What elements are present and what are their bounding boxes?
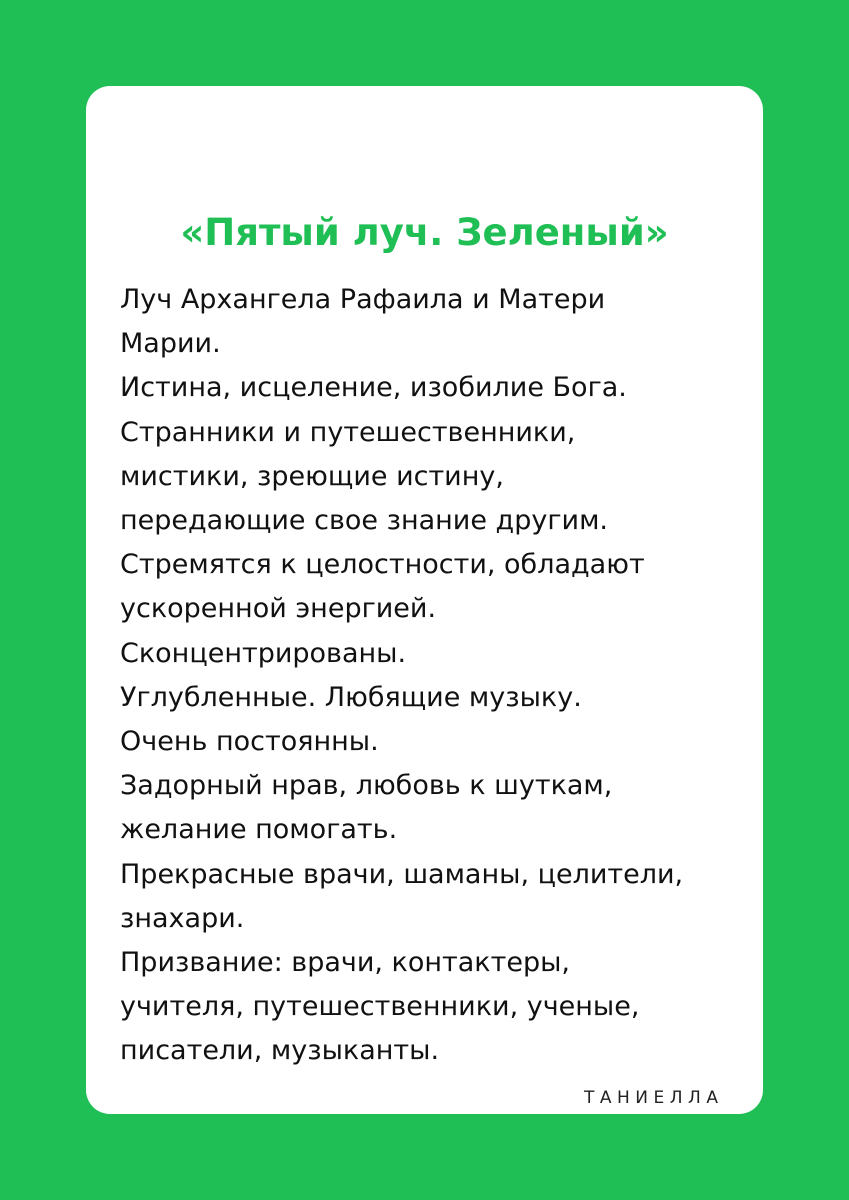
body-line: передающие свое знание другим.	[120, 505, 609, 537]
body-line: знахари.	[120, 902, 245, 934]
body-line: Сконцентрированы.	[120, 637, 407, 669]
author-signature: ТАНИЕЛЛА	[584, 1088, 724, 1108]
body-line: Стремятся к целостности, обладают	[120, 549, 645, 581]
body-line: Марии.	[120, 328, 221, 360]
body-line: мистики, зреющие истину,	[120, 460, 504, 492]
body-line: писатели, музыканты.	[120, 1035, 440, 1067]
body-line: Луч Архангела Рафаила и Матери	[120, 284, 606, 315]
body-line: Призвание: врачи, контактеры,	[120, 947, 570, 979]
body-line: учителя, путешественники, ученые,	[120, 991, 640, 1023]
body-line: Странники и путешественники,	[120, 416, 576, 448]
body-line: Прекрасные врачи, шаманы, целители,	[120, 858, 684, 890]
body-line: ускоренной энергией.	[120, 593, 437, 625]
body-line: Истина, исцеление, изобилие Бога.	[120, 372, 627, 404]
body-line: Очень постоянны.	[120, 726, 379, 758]
card-title: «Пятый луч. Зеленый»	[180, 211, 669, 254]
body-line: Задорный нрав, любовь к шуткам,	[120, 770, 613, 802]
card-body	[120, 278, 683, 1074]
body-line: Углубленные. Любящие музыку.	[120, 681, 582, 713]
body-line: желание помогать.	[120, 814, 398, 846]
